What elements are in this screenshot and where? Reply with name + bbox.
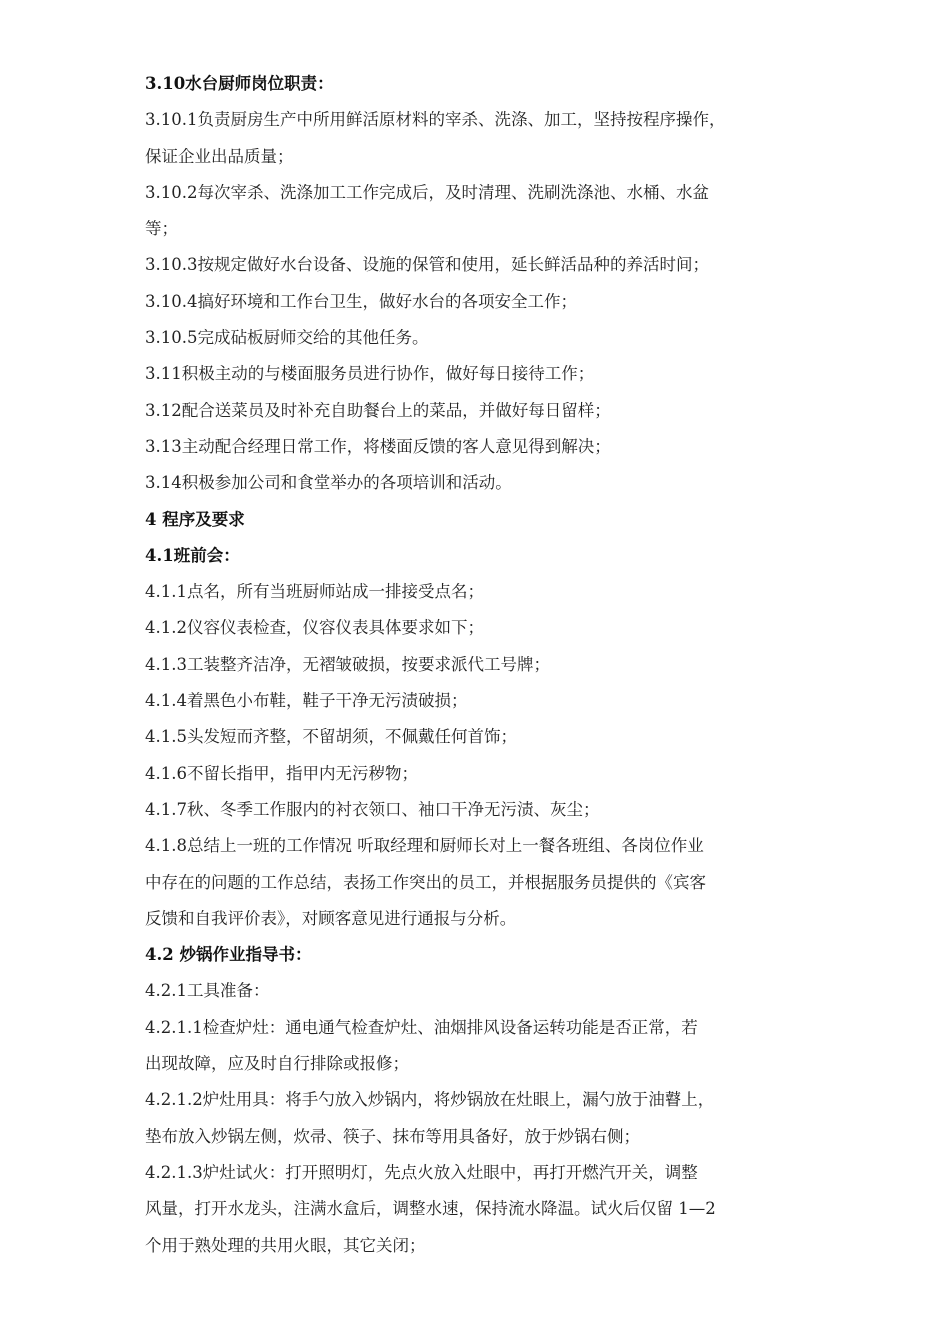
- text-line: 中存在的问题的工作总结，表扬工作突出的员工，并根据服务员提供的《宾客: [145, 872, 706, 892]
- paragraph: [145, 756, 825, 792]
- paragraph: [145, 175, 825, 248]
- text-line: 4.1.7秋、冬季工作服内的衬衣领口、袖口干净无污渍、灰尘；: [145, 799, 600, 819]
- paragraph: [145, 393, 825, 429]
- paragraph: [145, 610, 825, 646]
- paragraph: [145, 647, 825, 683]
- paragraph: [145, 828, 825, 937]
- text-line: 4.1.1点名，所有当班厨师站成一排接受点名；: [145, 582, 484, 602]
- paragraph: [145, 719, 825, 755]
- text-line: 4.1班前会：: [145, 545, 240, 565]
- text-line: 4.2.1.1检查炉灶：通电通气检查炉灶、油烟排风设备运转功能是否正常，若: [145, 1017, 698, 1037]
- paragraph: [145, 247, 825, 283]
- text-line: 3.13主动配合经理日常工作，将楼面反馈的客人意见得到解决；: [145, 436, 611, 456]
- text-line: 4.2 炒锅作业指导书：: [145, 945, 312, 965]
- text-line: 个用于熟处理的共用火眼，其它关闭；: [145, 1235, 426, 1255]
- text-line: 4.1.2仪容仪表检查，仪容仪表具体要求如下；: [145, 618, 484, 638]
- document-page: [145, 66, 825, 1264]
- paragraph: [145, 465, 825, 501]
- text-line: 4.1.6不留长指甲，指甲内无污秽物；: [145, 763, 418, 783]
- text-line: 3.10.5完成砧板厨师交给的其他任务。: [145, 328, 429, 348]
- section-heading: [145, 538, 825, 574]
- section-heading: [145, 66, 825, 102]
- text-line: 4.1.8总结上一班的工作情况 听取经理和厨师长对上一餐各班组、各岗位作业: [145, 836, 704, 856]
- paragraph: [145, 284, 825, 320]
- paragraph: [145, 973, 825, 1009]
- section-heading: [145, 502, 825, 538]
- text-line: 反馈和自我评价表》，对顾客意见进行通报与分析。: [145, 908, 517, 928]
- text-line: 风量，打开水龙头，注满水盒后，调整水速，保持流水降温。试火后仅留 1—2: [145, 1199, 716, 1219]
- paragraph: [145, 1010, 825, 1083]
- text-line: 3.10.3按规定做好水台设备、设施的保管和使用，延长鲜活品种的养活时间；: [145, 255, 709, 275]
- text-line: 4.2.1.3炉灶试火：打开照明灯，先点火放入灶眼中，再打开燃汽开关，调整: [145, 1162, 698, 1182]
- text-line: 4.2.1工具准备：: [145, 981, 270, 1001]
- text-line: 4.1.5头发短而齐整，不留胡须，不佩戴任何首饰；: [145, 727, 517, 747]
- paragraph: [145, 429, 825, 465]
- text-line: 4.1.3工装整齐洁净，无褶皱破损，按要求派代工号牌；: [145, 654, 550, 674]
- text-line: 保证企业出品质量；: [145, 146, 294, 166]
- paragraph: [145, 574, 825, 610]
- text-line: 3.10.1负责厨房生产中所用鲜活原材料的宰杀、洗涤、加工，坚持按程序操作，: [145, 110, 726, 130]
- paragraph: [145, 683, 825, 719]
- section-heading: [145, 937, 825, 973]
- paragraph: [145, 320, 825, 356]
- text-line: 3.14积极参加公司和食堂举办的各项培训和活动。: [145, 473, 512, 493]
- paragraph: [145, 1082, 825, 1155]
- text-line: 3.10水台厨师岗位职责：: [145, 74, 334, 93]
- paragraph: [145, 356, 825, 392]
- text-line: 4.1.4着黑色小布鞋，鞋子干净无污渍破损；: [145, 691, 468, 711]
- paragraph: [145, 102, 825, 175]
- text-line: 4.2.1.2炉灶用具：将手勺放入炒锅内，将炒锅放在灶眼上，漏勺放于油瞽上，: [145, 1090, 715, 1110]
- text-line: 4 程序及要求: [145, 509, 245, 529]
- text-line: 3.10.2每次宰杀、洗涤加工工作完成后，及时清理、洗刷洗涤池、水桶、水盆: [145, 182, 709, 202]
- text-line: 垫布放入炒锅左侧，炊帚、筷子、抹布等用具备好，放于炒锅右侧；: [145, 1126, 640, 1146]
- paragraph: [145, 1155, 825, 1264]
- text-line: 3.12配合送菜员及时补充自助餐台上的菜品，并做好每日留样；: [145, 400, 611, 420]
- text-line: 等；: [145, 219, 178, 239]
- text-line: 3.10.4搞好环境和工作台卫生，做好水台的各项安全工作；: [145, 291, 577, 311]
- paragraph: [145, 792, 825, 828]
- text-line: 3.11积极主动的与楼面服务员进行协作，做好每日接待工作；: [145, 364, 595, 384]
- text-line: 出现故障，应及时自行排除或报修；: [145, 1054, 409, 1074]
